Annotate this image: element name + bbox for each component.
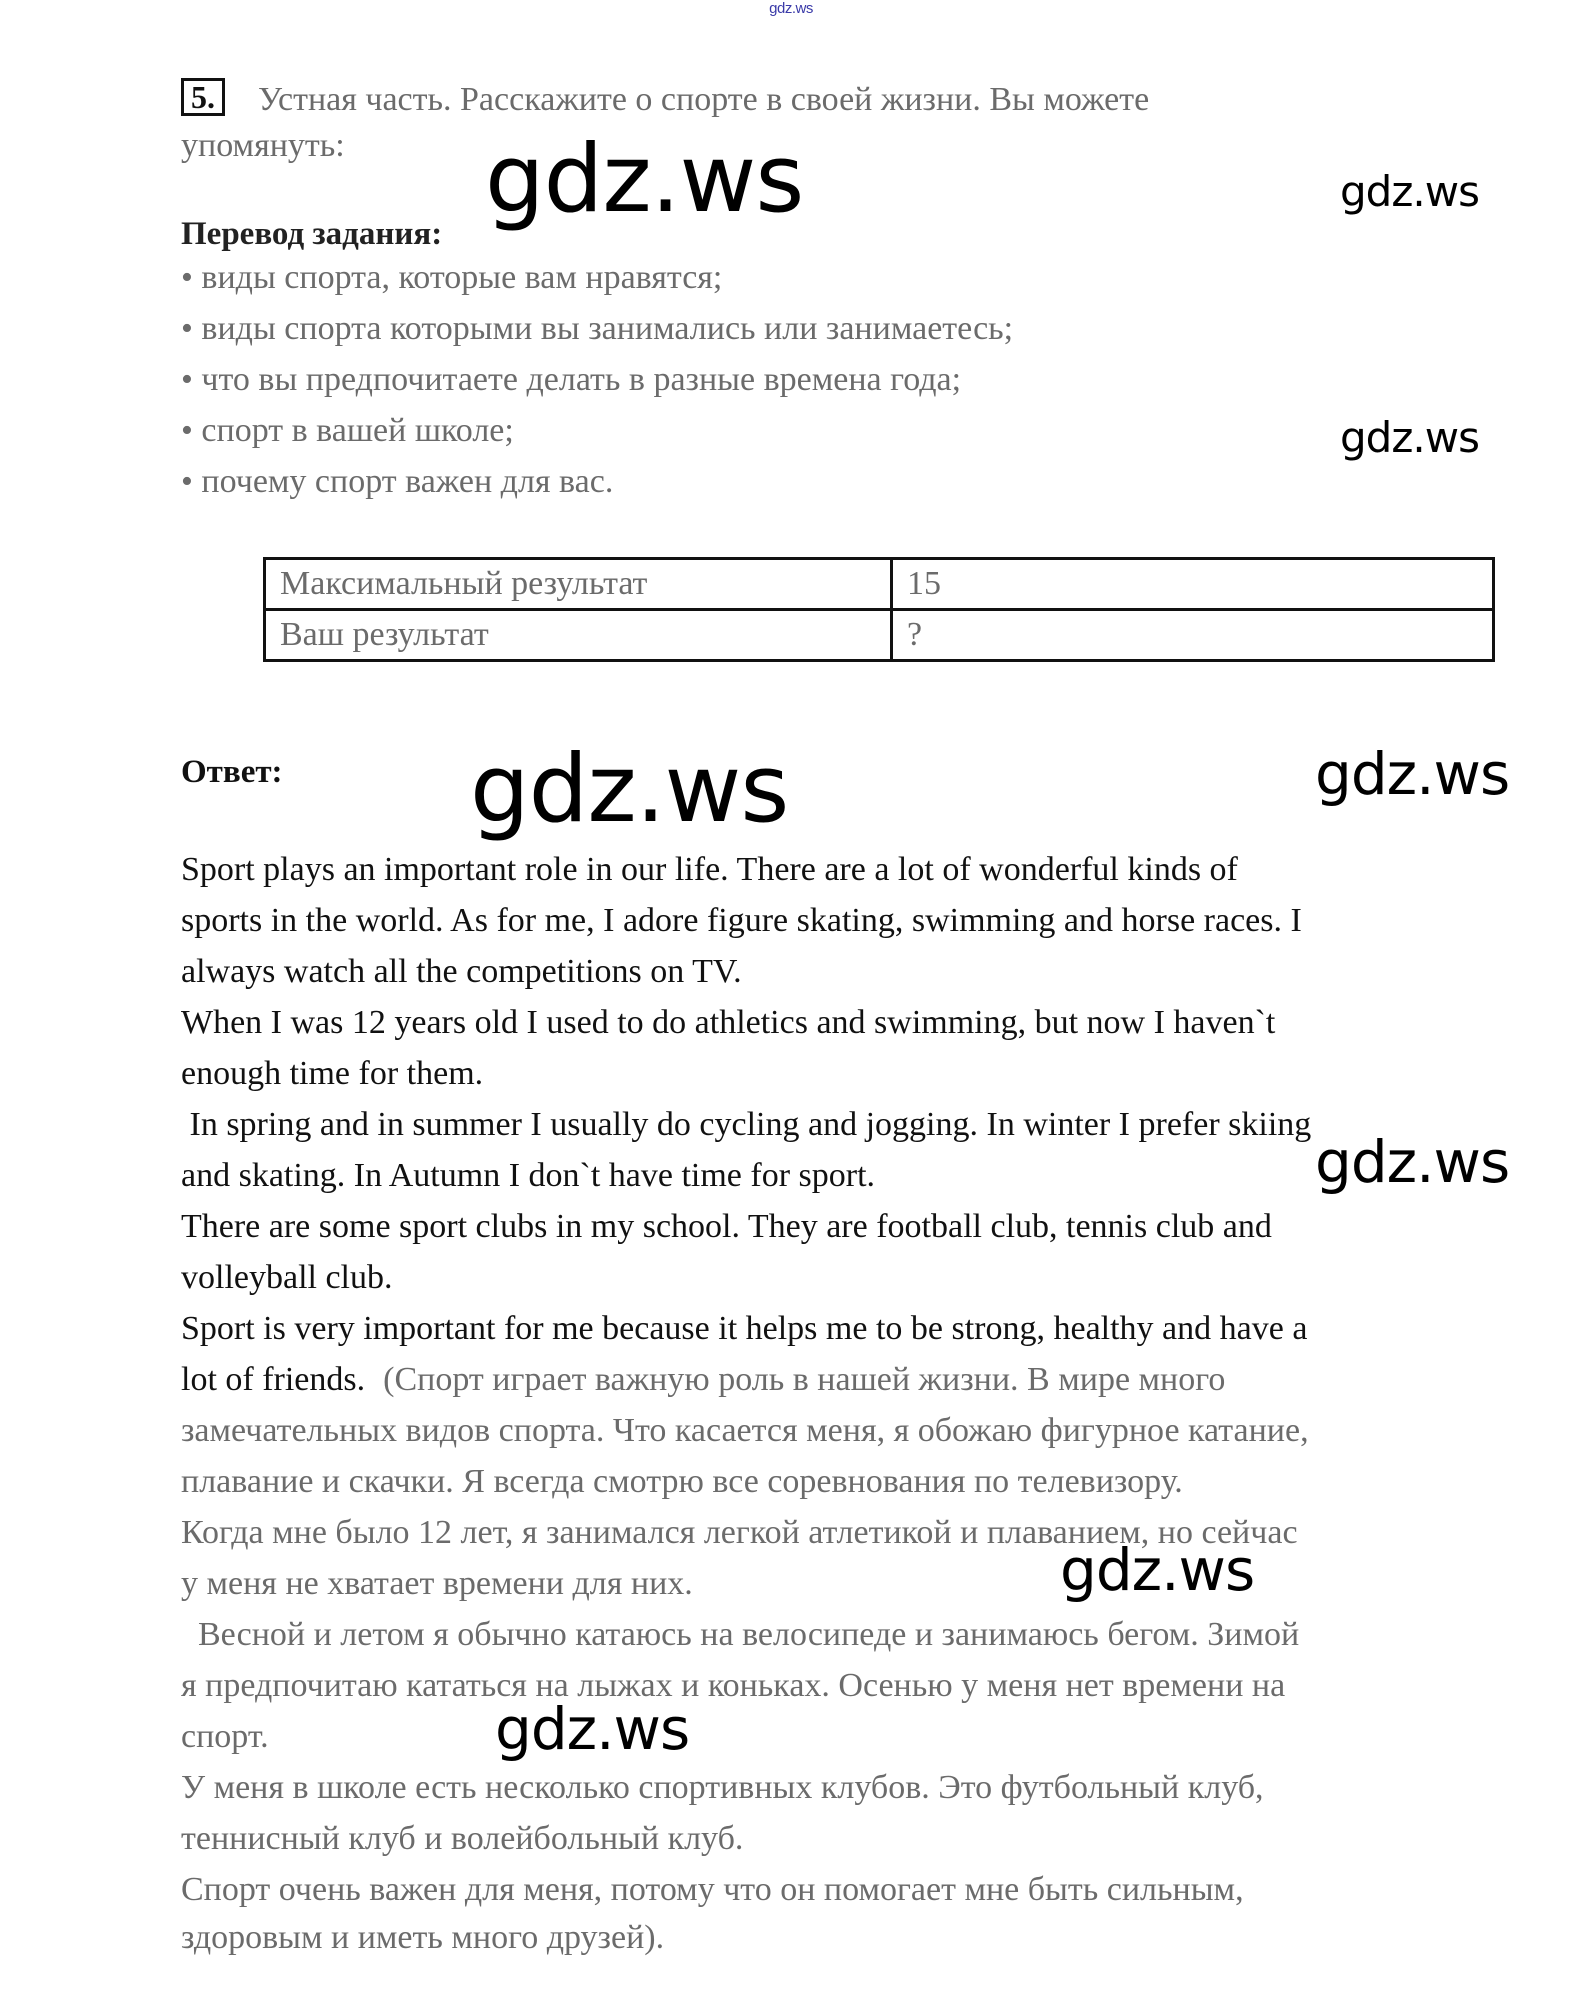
answer-russian-line: плавание и скачки. Я всегда смотрю все соревнования по телевизору. [181, 1463, 1183, 1500]
answer-english-line: enough time for them. [181, 1055, 484, 1092]
watermark: gdz.ws [1340, 413, 1479, 462]
answer-english-line: sports in the world. As for me, I adore figure skating, swimming and horse races. I [181, 902, 1302, 939]
watermark: gdz.ws [1315, 1128, 1510, 1196]
answer-russian-line: Спорт очень важен для меня, потому что он помогает мне быть сильным, [181, 1871, 1244, 1908]
score-table [263, 557, 1495, 662]
watermark: gdz.ws [1340, 167, 1479, 216]
table-row [265, 610, 1494, 661]
table-row [265, 559, 1494, 610]
answer-russian-line: спорт. [181, 1718, 269, 1755]
answer-heading: Ответ: [181, 754, 283, 790]
answer-russian-line: я предпочитаю кататься на лыжах и коньках. Осенью у меня нет времени на [181, 1667, 1286, 1704]
answer-russian-line: Когда мне было 12 лет, я занимался легкой атлетикой и плаванием, но сейчас [181, 1514, 1298, 1551]
answer-english-line: Sport plays an important role in our life. There are a lot of wonderful kinds of [181, 851, 1238, 888]
translation-item: • спорт в вашей школе; [181, 412, 514, 449]
answer-russian-line: теннисный клуб и волейбольный клуб. [181, 1820, 744, 1857]
answer-russian-line: У меня в школе есть несколько спортивных клубов. Это футбольный клуб, [181, 1769, 1264, 1806]
watermark: gdz.ws [495, 1695, 690, 1763]
watermark: gdz.ws [470, 735, 789, 844]
answer-english-line: There are some sport clubs in my school. They are football club, tennis club and [181, 1208, 1272, 1245]
answer-mixed-line [181, 1360, 1225, 1400]
task-prompt-line-1: Устная часть. Расскажите о спорте в своей жизни. Вы можете [258, 81, 1150, 118]
watermark: gdz.ws [485, 125, 804, 234]
task-prompt-line-2: упомянуть: [181, 127, 345, 164]
answer-russian-line: замечательных видов спорта. Что касается меня, я обожаю фигурное катание, [181, 1412, 1309, 1449]
translation-item: • виды спорта которыми вы занимались или занимаетесь; [181, 310, 1014, 347]
answer-russian-line: Весной и летом я обычно катаюсь на велосипеде и занимаюсь бегом. Зимой [181, 1616, 1300, 1653]
answer-english-line: volleyball club. [181, 1259, 393, 1296]
answer-english-line: always watch all the competitions on TV. [181, 953, 742, 990]
score-label: Максимальный результат [265, 559, 892, 610]
score-value: ? [892, 610, 1494, 661]
answer-russian-start: (Спорт играет важную роль в нашей жизни. В мире много [383, 1361, 1226, 1398]
task-number-badge: 5. [181, 78, 225, 116]
answer-english-line: When I was 12 years old I used to do athletics and swimming, but now I haven`t [181, 1004, 1276, 1041]
translation-item: • виды спорта, которые вам нравятся; [181, 259, 723, 296]
answer-english-line: Sport is very important for me because it helps me to be strong, healthy and have a [181, 1310, 1308, 1347]
header-watermark: gdz.ws [769, 0, 813, 17]
translation-item: • что вы предпочитаете делать в разные времена года; [181, 361, 962, 398]
answer-english-line: and skating. In Autumn I don`t have time for sport. [181, 1157, 876, 1194]
answer-russian-line: здоровым и иметь много друзей). [181, 1919, 665, 1956]
watermark: gdz.ws [1060, 1536, 1255, 1604]
answer-english-line: In spring and in summer I usually do cycling and jogging. In winter I prefer skiing [181, 1106, 1312, 1143]
answer-english-end: lot of friends. [181, 1361, 366, 1398]
translation-heading: Перевод задания: [181, 216, 443, 252]
score-value: 15 [892, 559, 1494, 610]
translation-item: • почему спорт важен для вас. [181, 463, 614, 500]
watermark: gdz.ws [1315, 740, 1510, 808]
score-label: Ваш результат [265, 610, 892, 661]
answer-russian-line: у меня не хватает времени для них. [181, 1565, 693, 1602]
